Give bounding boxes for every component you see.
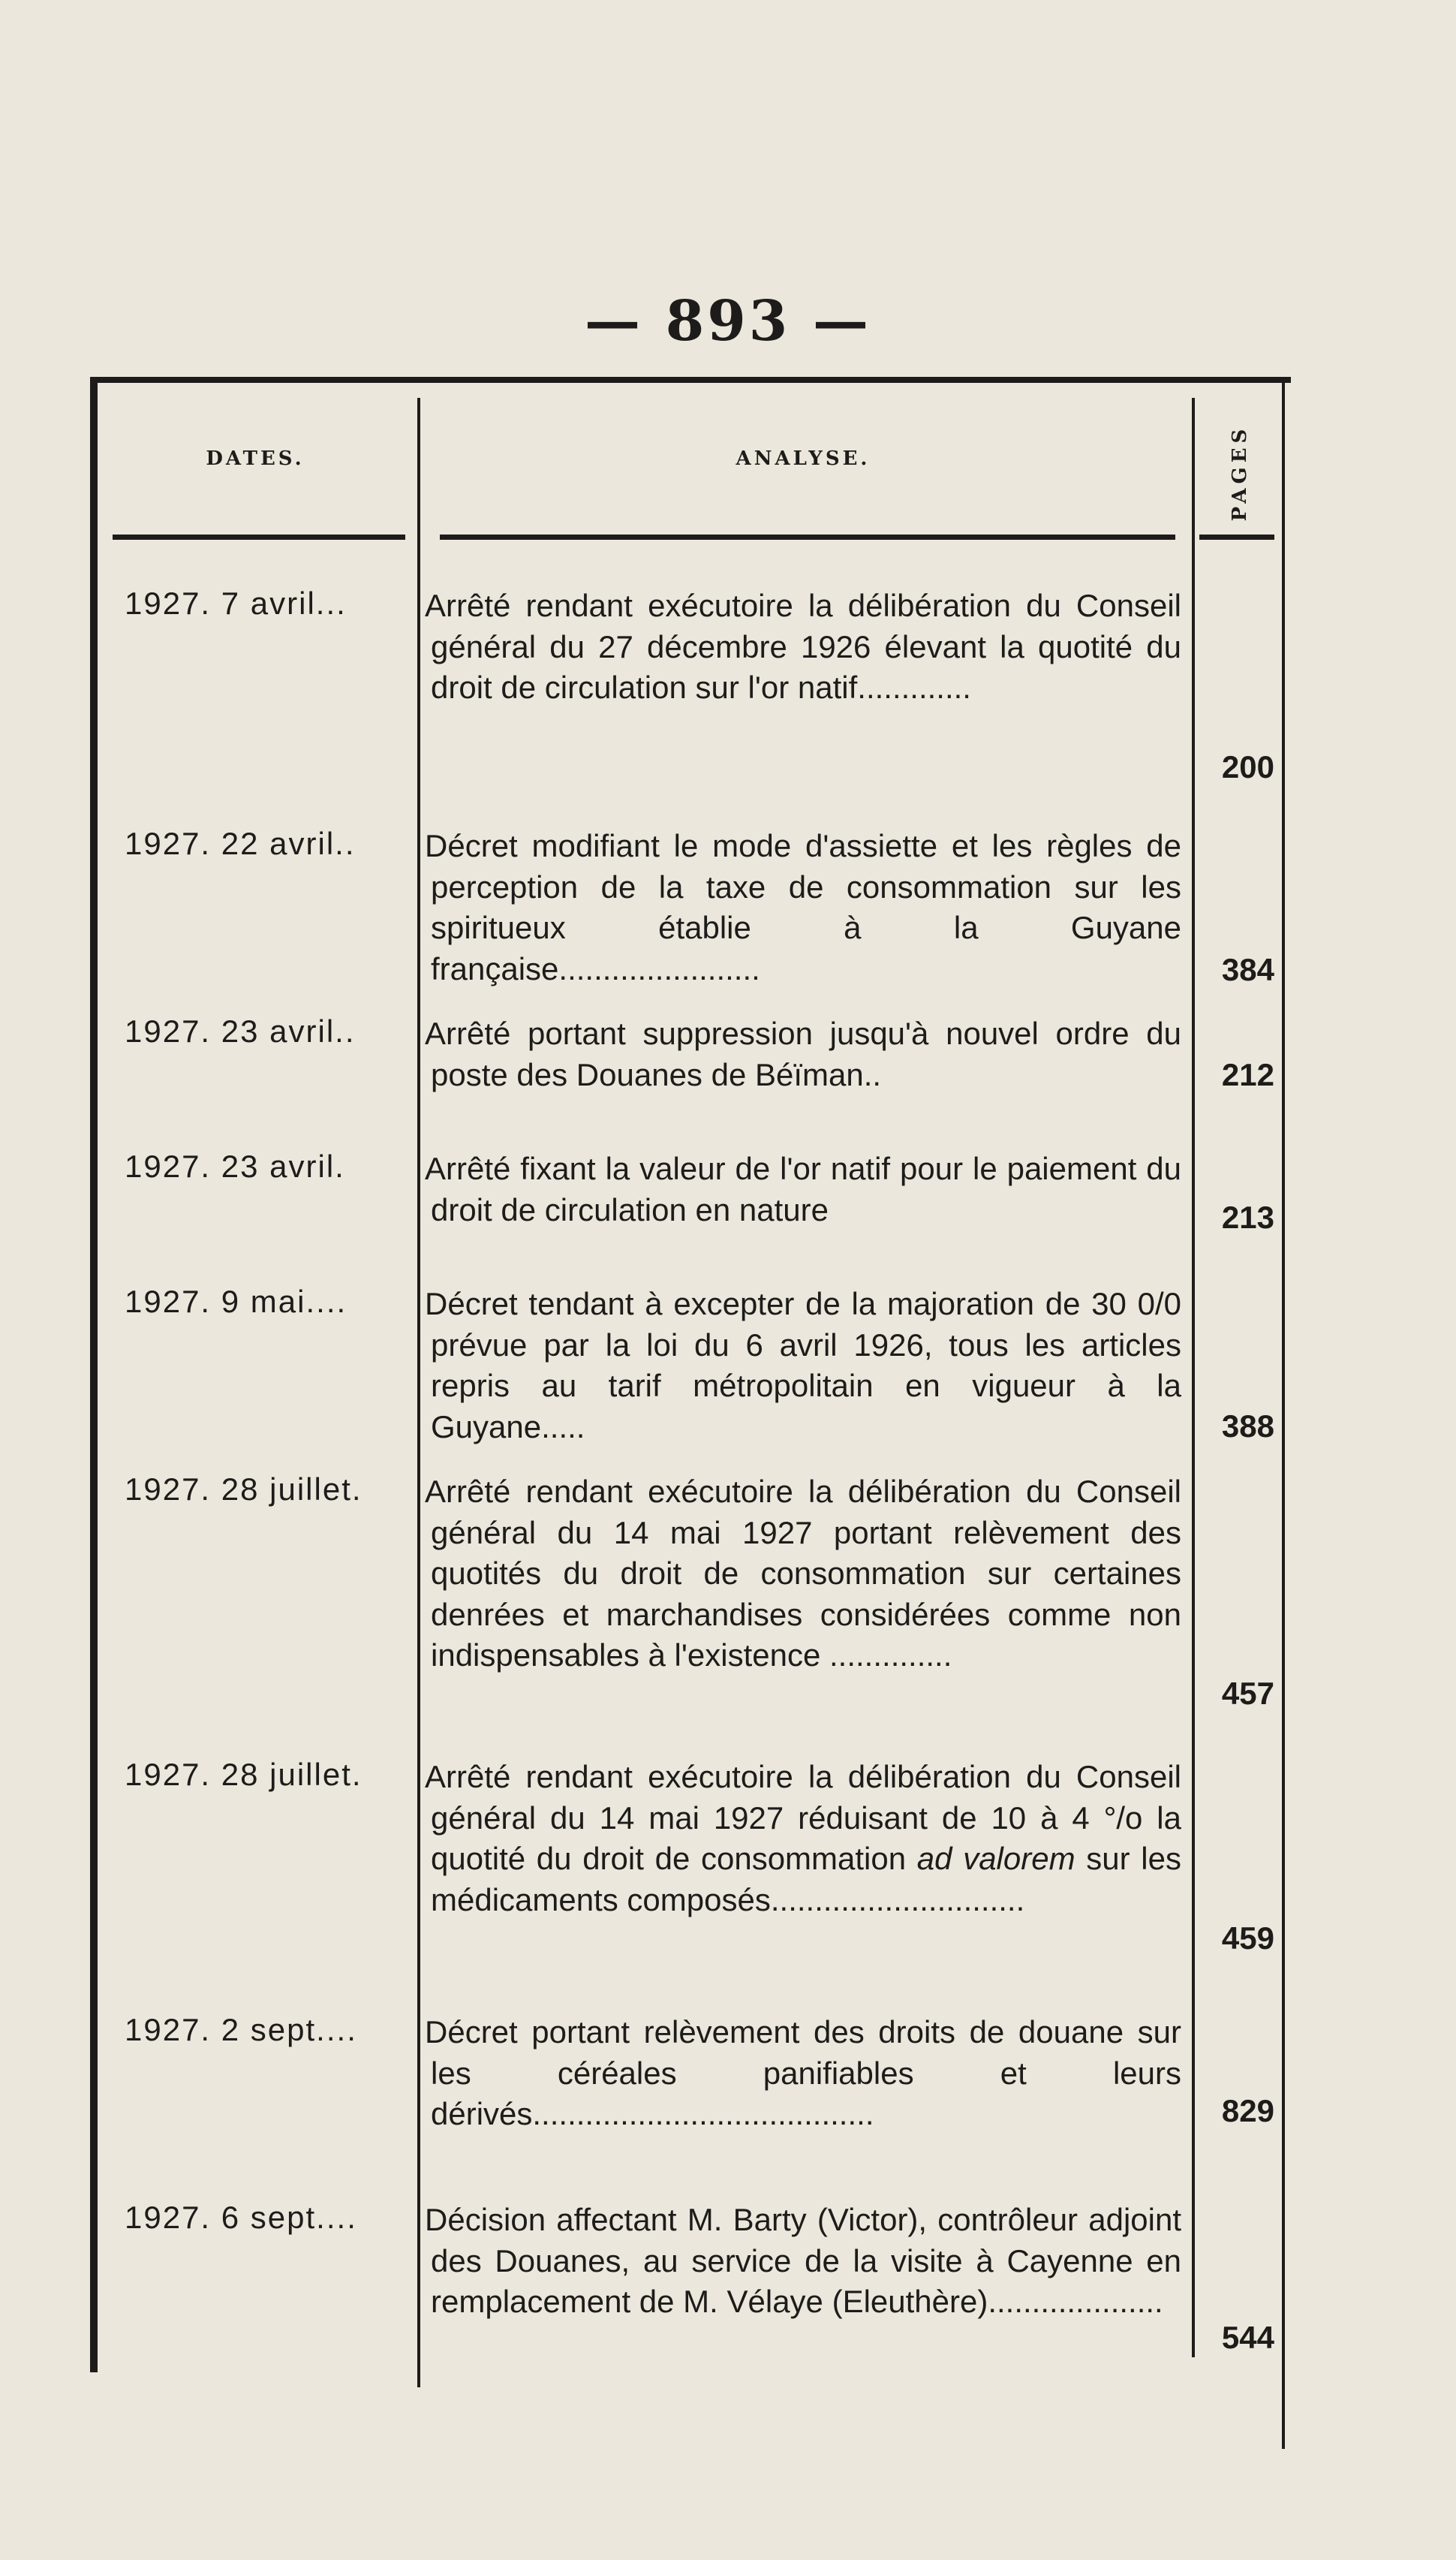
entry-analysis: Arrêté fixant la valeur de l'or natif pour le paiement du droit de circulation en nature (425, 1151, 1181, 1227)
table-top-border (90, 377, 1291, 383)
entry-analysis: Arrêté rendant exécutoire la délibération du Conseil général du 14 mai 1927 portant relèvement des quotités du droit de consommation sur certaines denrées et marchandises considérées comme non indispensables à l'existence .............. (425, 1474, 1181, 1673)
entry-analysis-italic: ad valorem (916, 1841, 1075, 1876)
entry-date: 1927. 7 avril... (125, 586, 347, 621)
table-right-border (1282, 377, 1285, 2449)
column-divider-dates (417, 398, 420, 2387)
entry-date: 1927. 6 sept.... (125, 2200, 357, 2235)
entry-analysis-part: sur les médicaments composés............................. (431, 1841, 1182, 1917)
header-dates: DATES. (206, 447, 305, 470)
entry-date: 1927. 28 juillet. (125, 1757, 362, 1792)
header-underline-pages (1199, 535, 1274, 540)
entry-analysis-part: Arrêté rendant exécutoire la délibération du Conseil général du 14 mai 1927 réduisant de 10 à 4 °/o la quotité du droit de consommation (425, 1759, 1181, 1876)
entry-page: 544 (1221, 2320, 1274, 2355)
entry-analysis (425, 1757, 1181, 1920)
entry-page: 829 (1221, 2093, 1274, 2128)
entry-page: 457 (1221, 1676, 1274, 1711)
header-pages (1198, 420, 1282, 526)
entry-date: 1927. 23 avril. (125, 1149, 345, 1184)
entry-date: 1927. 23 avril.. (125, 1013, 356, 1049)
entry-analysis: Arrêté rendant exécutoire la délibération du Conseil général du 27 décembre 1926 élevant la quotité du droit de circulation sur l'or natif............. (425, 588, 1181, 705)
entry-date: 1927. 2 sept.... (125, 2012, 357, 2047)
page-number: — 893 — (585, 289, 871, 354)
entry-page: 200 (1221, 749, 1274, 785)
entry-analysis: Décret modifiant le mode d'assiette et les règles de perception de la taxe de consommation sur les spiritueux établie à la Guyane française....................... (425, 828, 1181, 986)
entry-analysis: Arrêté portant suppression jusqu'à nouvel ordre du poste des Douanes de Béïman.. (425, 1016, 1181, 1092)
entry-page: 212 (1221, 1057, 1274, 1092)
header-underline-analyse (440, 535, 1175, 540)
entry-page: 459 (1221, 1920, 1274, 1956)
header-underline-dates (113, 535, 405, 540)
entry-date: 1927. 9 mai.... (125, 1284, 347, 1319)
entry-page: 213 (1221, 1200, 1274, 1235)
entry-analysis: Décision affectant M. Barty (Victor), contrôleur adjoint des Douanes, au service de la visite à Cayenne en remplacement de M. Vélaye (Eleuthère).................... (425, 2202, 1181, 2319)
entry-date: 1927. 22 avril.. (125, 826, 356, 861)
entry-analysis: Décret portant relèvement des droits de douane sur les céréales panifiables et leurs dérivés....................................... (425, 2014, 1181, 2131)
header-analyse: ANALYSE. (736, 447, 871, 470)
entry-page: 388 (1221, 1408, 1274, 1444)
header-pages-label: PAGES (1229, 424, 1251, 522)
table-left-border (90, 377, 98, 2372)
entry-page: 384 (1221, 952, 1274, 987)
entry-date: 1927. 28 juillet. (125, 1471, 362, 1507)
entry-analysis: Décret tendant à excepter de la majoration de 30 0/0 prévue par la loi du 6 avril 1926, tous les articles repris au tarif métropolitain en vigueur à la Guyane..... (425, 1286, 1181, 1444)
column-divider-pages (1192, 398, 1195, 2357)
